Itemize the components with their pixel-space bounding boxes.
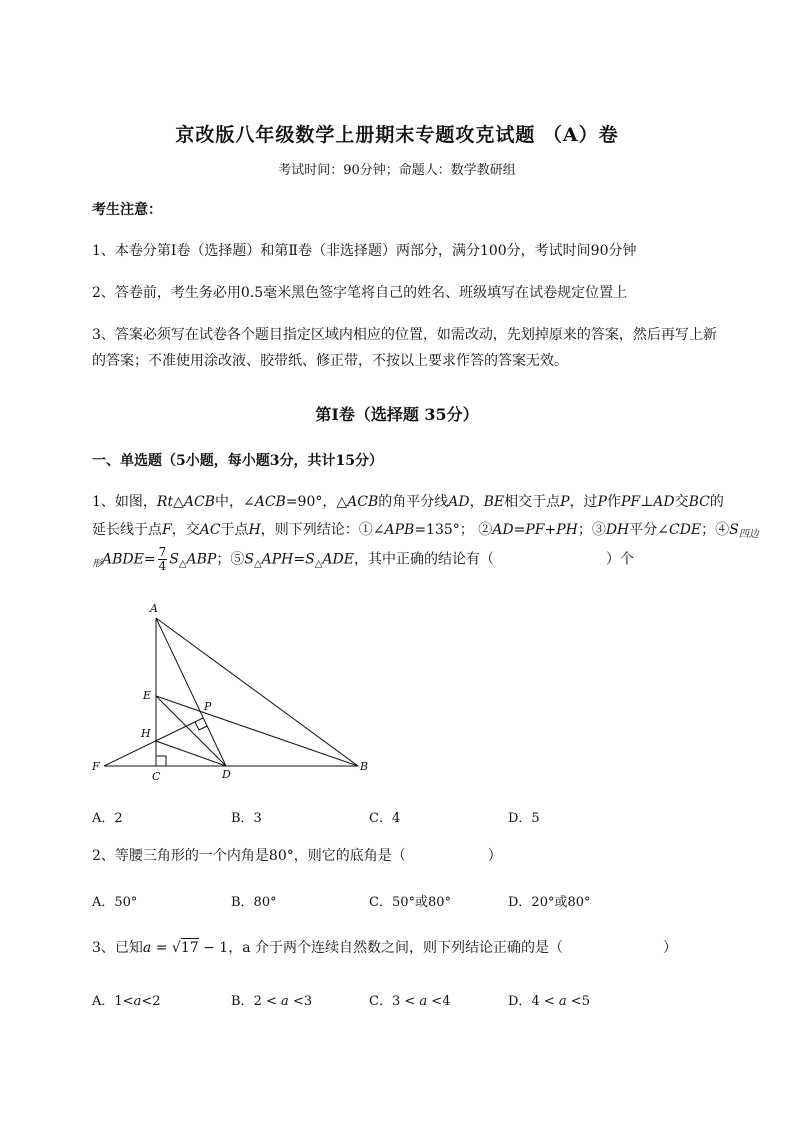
q1-line-3: $_形$ABDE= $\frac{7}{4}$ $S_\triangle ABP$；$⑤S_\triangle APH=S_\triangle ADE$，其中正确的结论有（ ）个 [92, 545, 634, 573]
q1-option-c[interactable]: C．4 [369, 811, 401, 826]
exam-title: 京改版八年级数学上册期末专题攻克试题 （A）卷 [175, 124, 619, 146]
label-b: B [360, 760, 369, 773]
q2-stem: 2、等腰三角形的一个内角是80°，则它的底角是（ ） [92, 848, 502, 864]
segment-ad [156, 618, 226, 766]
q1-line-1: 1、如图，Rt△ACB中，∠ACB=90°，△ACB的角平分线AD，BE相交于点P，过P作PF⊥AD交BC的 [92, 494, 724, 510]
notice-item-2: 2、答卷前，考生务必用0.5毫米黑色签字笔将自己的姓名、班级填写在试卷规定位置上 [92, 285, 628, 301]
q1-triangle-figure [88, 598, 378, 783]
q1-option-d[interactable]: D．5 [508, 811, 540, 826]
segment-fp [104, 718, 203, 766]
q1-option-b[interactable]: B．3 [231, 811, 262, 826]
q3-option-b[interactable]: B．2 < a <3 [231, 994, 313, 1009]
label-p: P [204, 700, 212, 713]
exam-subtitle: 考试时间：90分钟；命题人：数学教研组 [278, 163, 516, 178]
q3-option-a[interactable]: A．1<a<2 [92, 994, 161, 1009]
q2-option-c[interactable]: C．50°或80° [369, 895, 452, 910]
section-title: 第I卷（选择题 35分） [315, 405, 479, 424]
q2-option-b[interactable]: B．80° [231, 895, 277, 910]
q1-option-a[interactable]: A．2 [92, 811, 123, 826]
q3-stem: 3、已知a = √17 − 1，a 介于两个连续自然数之间，则下列结论正确的是（ ） [92, 940, 678, 956]
notice-heading: 考生注意： [92, 202, 162, 218]
q1-line-2: 延长线于点F，交AC于点H，则下列结论：①∠APB=135°； ②AD=PF+PH；③DH平分∠CDE；$④S_{四边}$ [92, 522, 759, 540]
label-e: E [143, 689, 152, 702]
right-angle-mark-c [156, 756, 166, 766]
notice-item-3: 3、答案必须写在试卷各个题目指定区域内相应的位置，如需改动，先划掉原来的答案，然后再写上新 [92, 327, 717, 343]
label-c: C [152, 770, 161, 783]
right-angle-mark-p [195, 722, 207, 730]
label-h: H [141, 727, 151, 740]
q2-option-d[interactable]: D．20°或80° [508, 895, 591, 910]
label-f: F [92, 760, 100, 773]
q2-option-a[interactable]: A．50° [92, 895, 138, 910]
notice-item-3-cont: 的答案；不准使用涂改液、胶带纸、修正带，不按以上要求作答的答案无效。 [92, 353, 568, 369]
q3-option-d[interactable]: D．4 < a <5 [508, 994, 590, 1009]
segment-ab [156, 618, 358, 766]
notice-item-1: 1、本卷分第I卷（选择题）和第Ⅱ卷（非选择题）两部分，满分100分，考试时间90分钟 [92, 243, 637, 259]
label-d: D [222, 768, 231, 781]
segment-eb [156, 696, 358, 766]
part-heading: 一、单选题（5小题，每小题3分，共计15分） [92, 453, 383, 469]
label-a: A [150, 602, 158, 615]
fraction-7-4: $\frac{7}{4}$ [158, 545, 167, 573]
q3-option-c[interactable]: C．3 < a <4 [369, 994, 451, 1009]
